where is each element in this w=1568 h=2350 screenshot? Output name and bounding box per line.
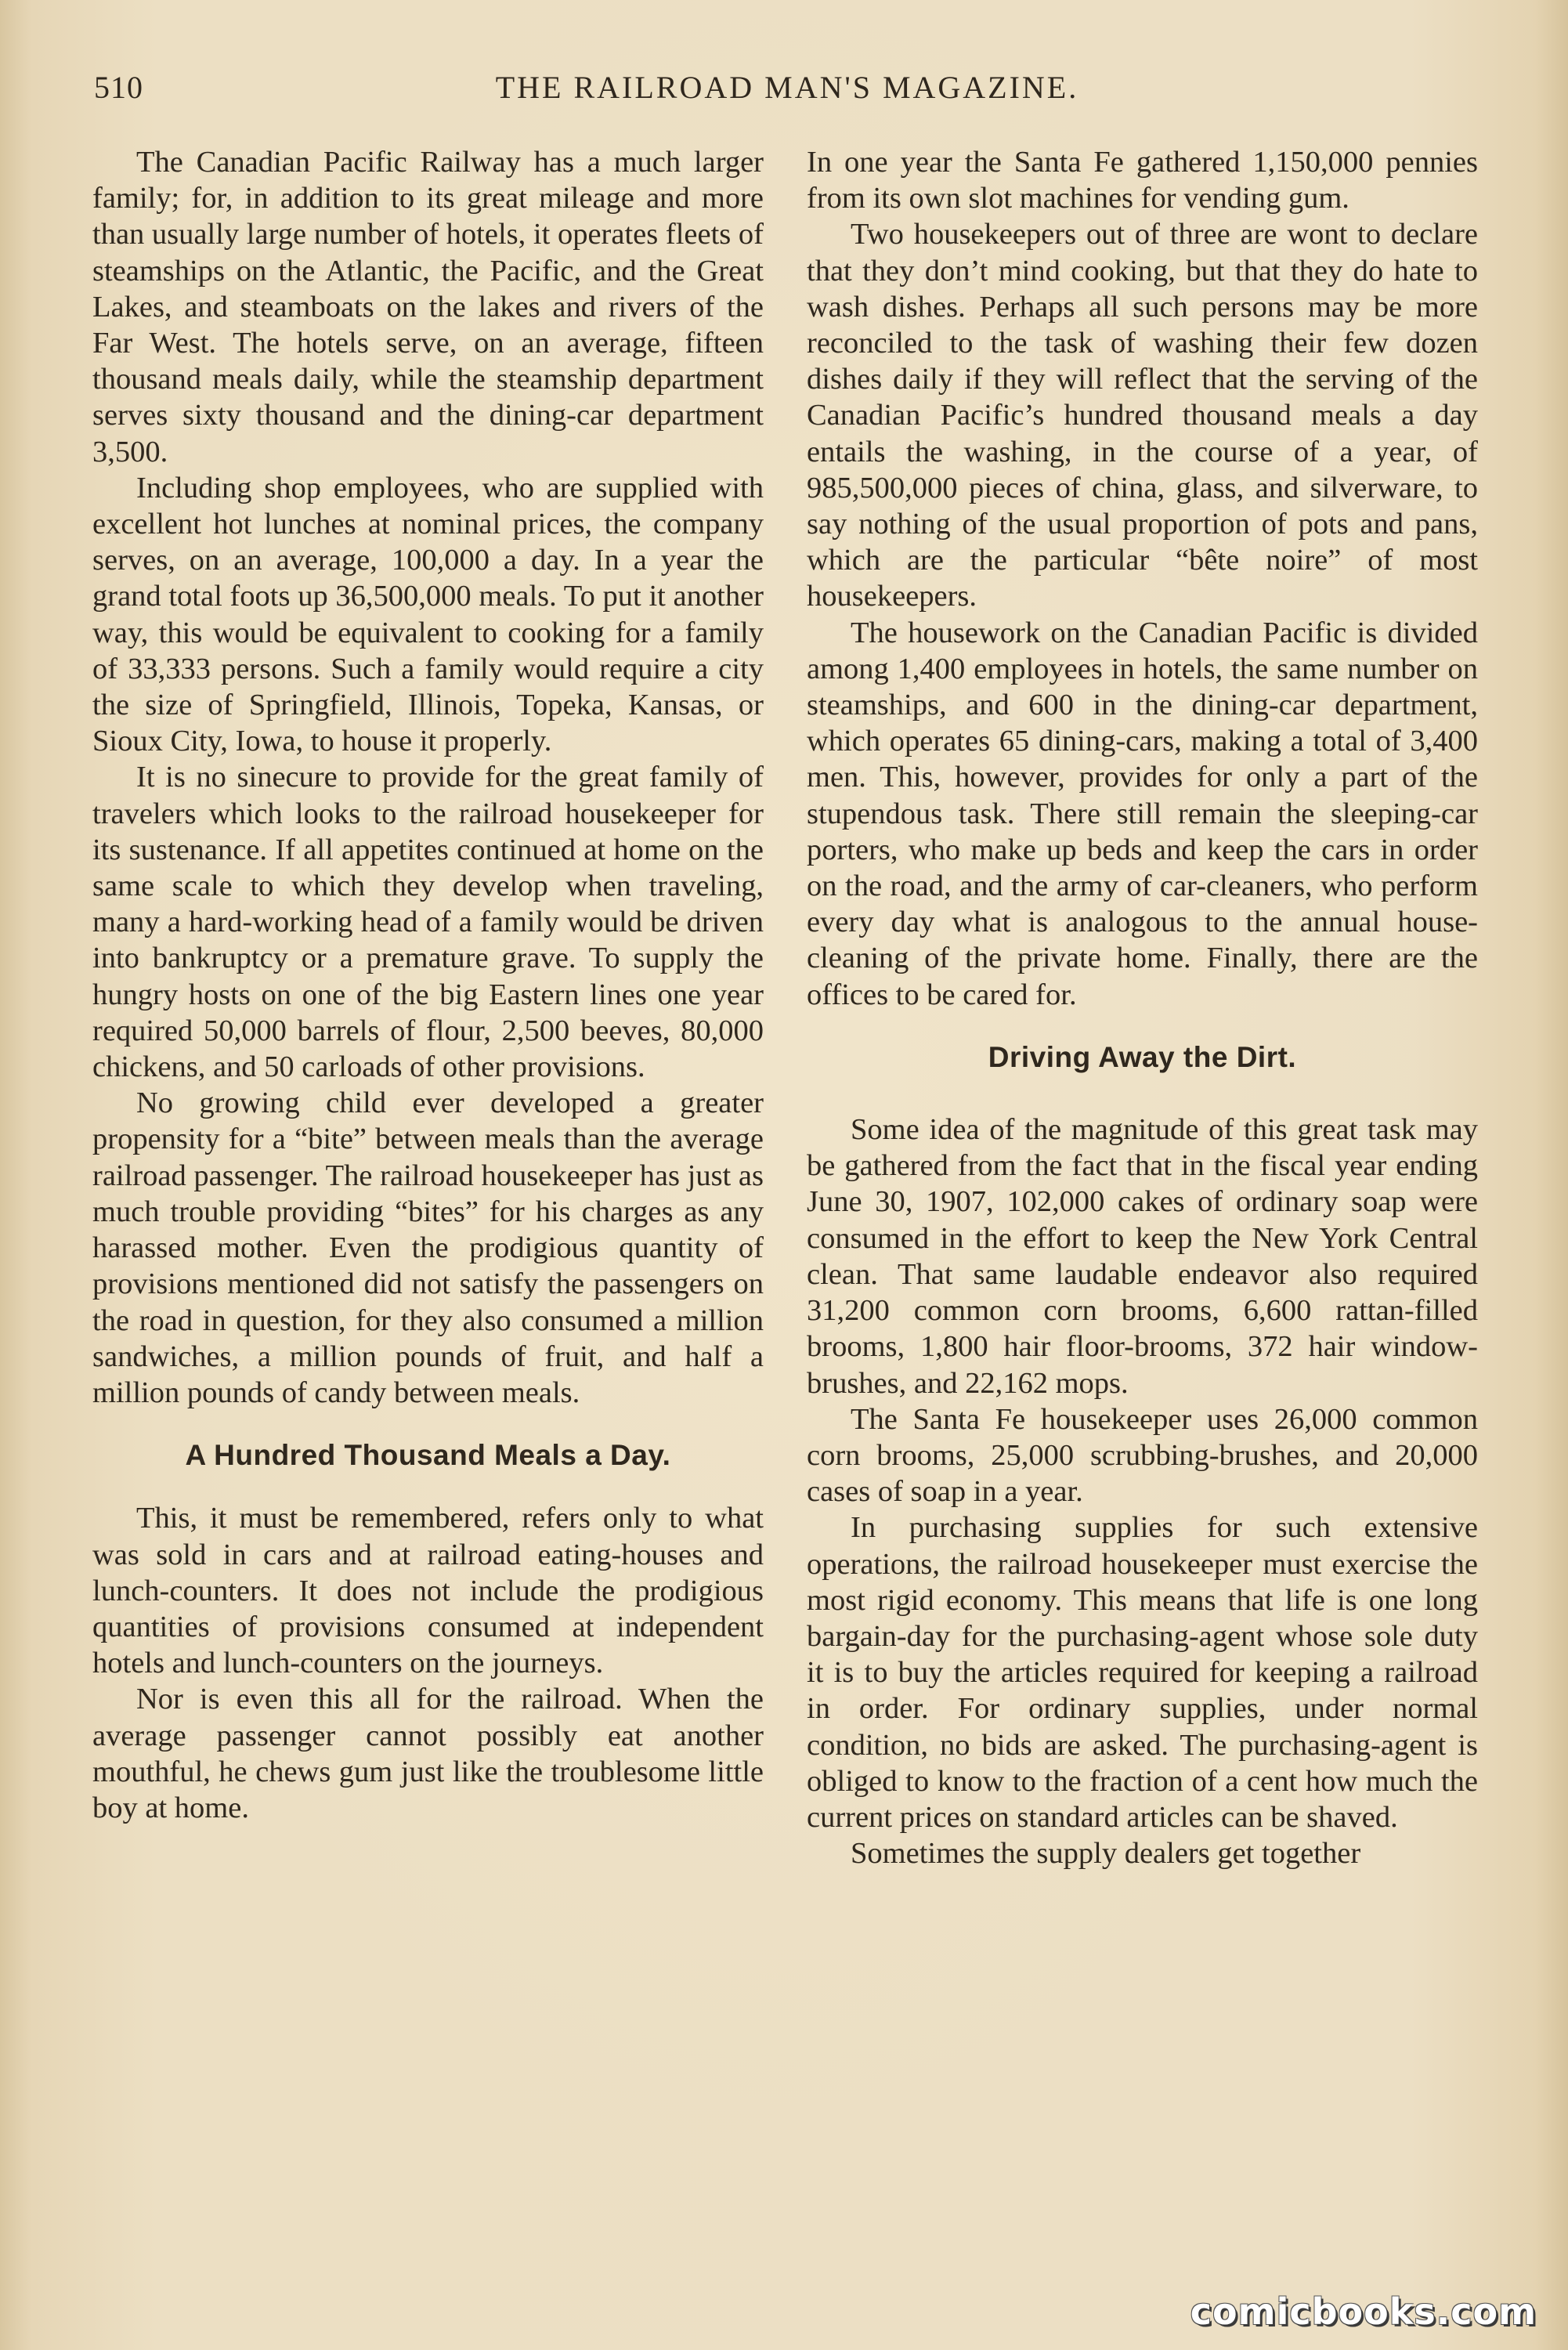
paragraph: Some idea of the magnitude of this great task may be gathered from the fact that in the fiscal year ending June 30, 1907, 102,000 cakes of ordinary soap were consumed in the effort to keep the New York Central clean. That same laudable endeavor also required 31,200 common corn brooms, 6,600 rattan-filled brooms, 1,800 hair floor-brooms, 372 hair window-brushes, and 22,162 mops. — [807, 1113, 1478, 1400]
paragraph: No growing child ever developed a greater propensity for a “bite” between meals than the average railroad passenger. The railroad housekeeper has just as much trouble providing “bites” for his charges as any harassed mother. Even the prodigious quantity of provisions mentioned did not satisfy the passengers on the road in question, for they also consumed a million sandwiches, a million pounds of fruit, and half a million pounds of candy between meals. — [92, 1086, 764, 1409]
paragraph: The housework on the Canadian Pacific is divided among 1,400 employees in hotels, the same number on steamships, and 600 in the dining-car department, which operates 65 dining-cars, making a total of 3,400 men. This, however, provides for only a part of the stupendous task. There still remain the sleeping-car porters, who make up beds and keep the cars in order on the road, and the army of car-cleaners, who perform every day what is analogous to the annual house-cleaning of the private home. Finally, there are the offices to be cared for. — [807, 616, 1478, 1011]
left-column — [92, 144, 764, 2275]
paragraph: It is no sinecure to provide for the great family of travelers which looks to the railroad housekeeper for its sustenance. If all appetites continued at home on the same scale to which they develop when traveling, many a hard-working head of a family would be driven into bankruptcy or a premature grave. To supply the hungry hosts on one of the big Eastern lines one year required 50,000 barrels of flour, 2,500 beeves, 80,000 chickens, and 50 carloads of other provisions. — [92, 761, 764, 1084]
page-number: 510 — [94, 70, 143, 105]
section-heading: Driving Away the Dirt. — [988, 1040, 1297, 1073]
paragraph: The Canadian Pacific Railway has a much larger family; for, in addition to its great mileage and more than usually large number of hotels, it operates fleets of steamships on the Atlantic, the Pacific, and the Great Lakes, and steamboats on the lakes and rivers of the Far West. The hotels serve, on an average, fifteen thousand meals daily, while the steamship department serves sixty thousand and the dining-car department 3,500. — [92, 146, 764, 468]
watermark-logo: comicbooks.com — [1190, 2290, 1537, 2333]
paragraph: The Santa Fe housekeeper uses 26,000 common corn brooms, 25,000 scrubbing-brushes, and 20,000 cases of soap in a year. — [807, 1402, 1478, 1509]
paragraph: Two housekeepers out of three are wont to declare that they don’t mind cooking, but that they do hate to wash dishes. Perhaps all such persons may be more reconciled to the task of washing their few dozen dishes daily if they will reflect that the serving of the Canadian Pacific’s hundred thousand meals a day entails the washing, in the course of a year, of 985,500,000 pieces of china, glass, and silverware, to say nothing of the usual proportion of pots and pans, which are the particular “bête noire” of most housekeepers. — [807, 218, 1478, 613]
section-heading: A Hundred Thousand Meals a Day. — [185, 1439, 671, 1472]
paragraph: In purchasing supplies for such extensive operations, the railroad housekeeper must exercise the most rigid economy. This means that life is one long bargain-day for the purchasing-agent whose sole duty it is to buy the articles required for keeping a railroad in order. For ordinary supplies, under normal condition, no bids are asked. The purchasing-agent is obliged to know to the fraction of a cent how much the current prices on standard articles can be shaved. — [807, 1511, 1478, 1834]
paragraph: Sometimes the supply dealers get together — [851, 1837, 1361, 1871]
paragraph: Including shop employees, who are supplied with excellent hot lunches at nominal prices, the company serves, on an average, 100,000 a day. In a year the grand total foots up 36,500,000 meals. To put it another way, this would be equivalent to cooking for a family of 33,333 persons. Such a family would require a city the size of Springfield, Illinois, Topeka, Kansas, or Sioux City, Iowa, to house it properly. — [92, 471, 764, 758]
paragraph: Nor is even this all for the railroad. When the average passenger cannot possibly eat another mouthful, he chews gum just like the troublesome little boy at home. — [92, 1683, 764, 1824]
page-header — [94, 69, 1480, 108]
paragraph: In one year the Santa Fe gathered 1,150,000 pennies from its own slot machines for vending gum. — [807, 146, 1478, 215]
running-title: THE RAILROAD MAN'S MAGAZINE. — [495, 70, 1079, 105]
paragraph: This, it must be remembered, refers only to what was sold in cars and at railroad eating-houses and lunch-counters. It does not include the prodigious quantities of provisions consumed at independent hotels and lunch-counters on the journeys. — [92, 1502, 764, 1680]
right-column — [807, 144, 1478, 2275]
